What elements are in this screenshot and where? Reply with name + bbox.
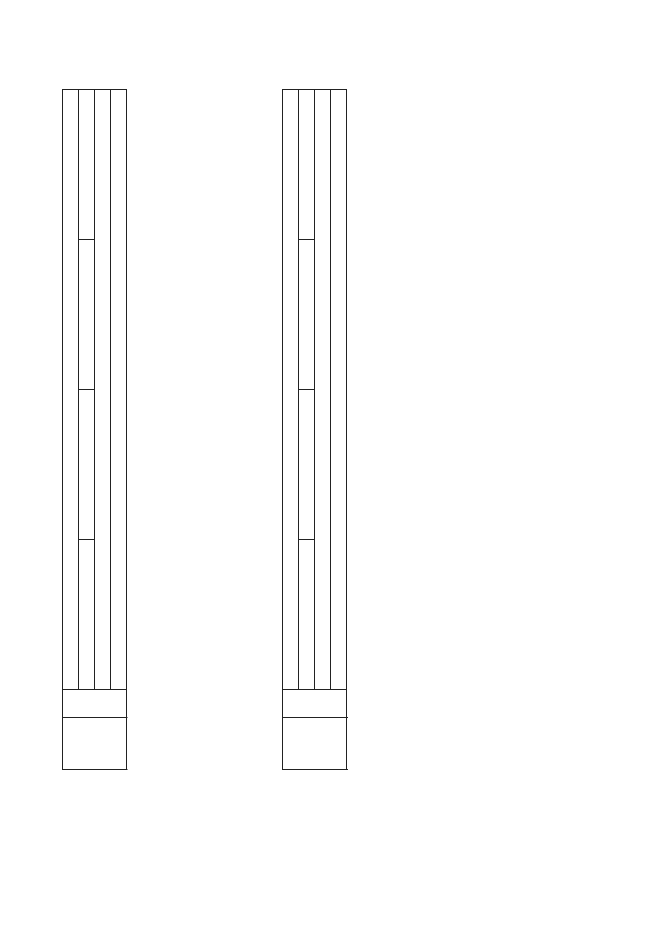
field-header bbox=[299, 89, 315, 239]
continuation-caption bbox=[48, 90, 62, 770]
nominal-diameter-header bbox=[63, 718, 127, 770]
field-header bbox=[299, 240, 315, 390]
field-header bbox=[79, 240, 95, 390]
field-header bbox=[299, 540, 315, 690]
limit-deviations-header bbox=[331, 89, 347, 689]
continuation-caption bbox=[268, 90, 282, 770]
limit-deviations-header bbox=[111, 89, 127, 689]
deviation-table-1 bbox=[62, 89, 127, 770]
deviation-table-2 bbox=[282, 89, 347, 770]
thread-diameter-header bbox=[315, 89, 331, 689]
field-header bbox=[299, 390, 315, 540]
field-header bbox=[79, 540, 95, 690]
nominal-diameter-header bbox=[283, 718, 347, 770]
table-1-block bbox=[48, 90, 127, 770]
tolerance-field-header bbox=[63, 89, 79, 689]
table-2-block bbox=[268, 90, 347, 770]
thread-diameter-header bbox=[95, 89, 111, 689]
tolerance-field-header bbox=[283, 89, 299, 689]
pitch-header bbox=[63, 690, 127, 718]
field-header bbox=[79, 89, 95, 239]
field-header bbox=[79, 390, 95, 540]
pitch-header bbox=[283, 690, 347, 718]
